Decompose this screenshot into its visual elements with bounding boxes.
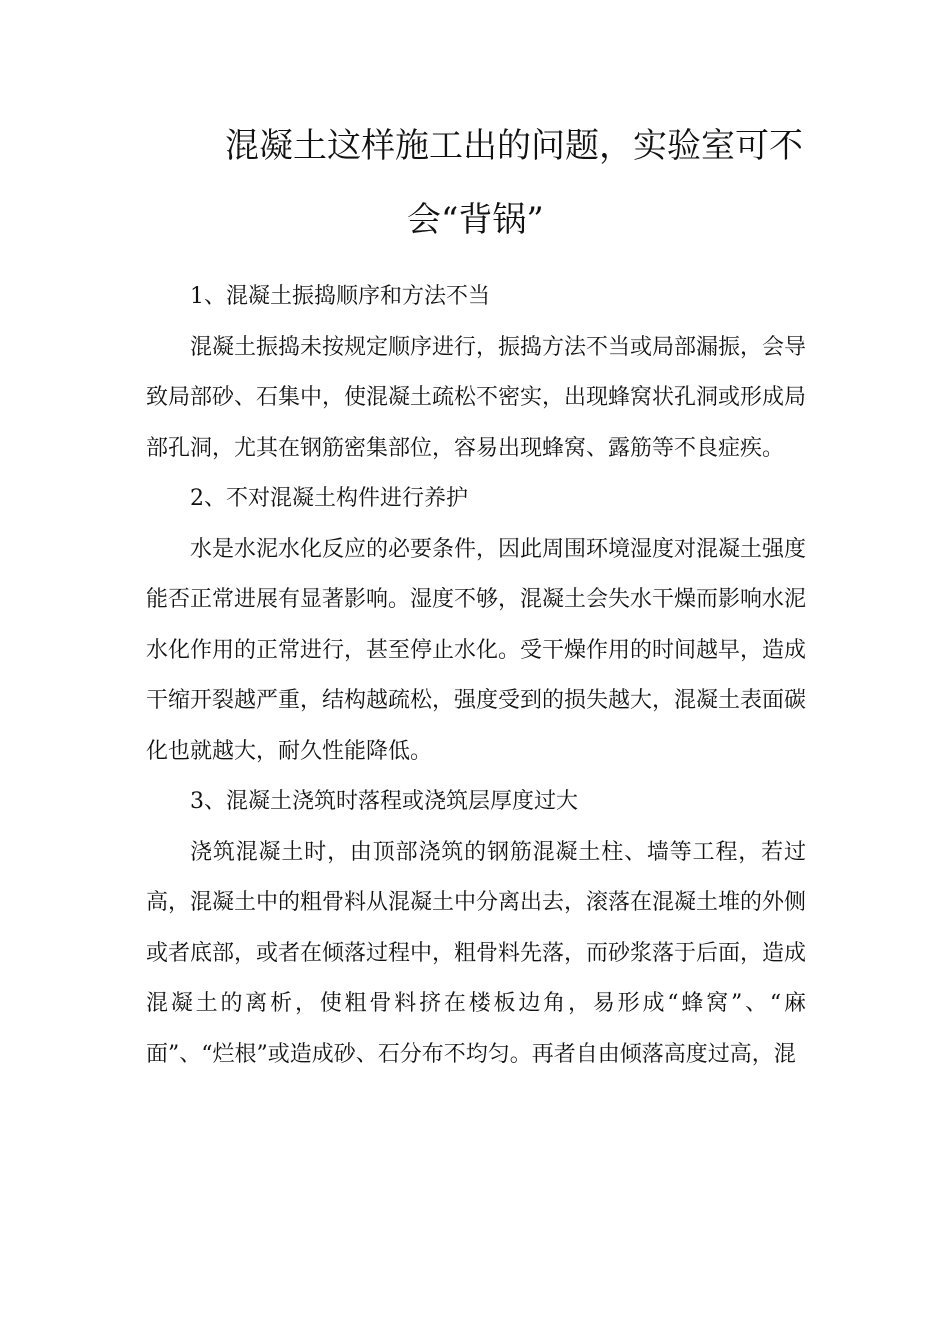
section-3-heading: 3、混凝土浇筑时落程或浇筑层厚度过大 [190,789,578,814]
section-1-paragraph: 混凝土振捣未按规定顺序进行，振捣方法不当或局部漏振，会导致局部砂、石集中，使混凝土疏松不密实，出现蜂窝状孔洞或形成局部孔洞，尤其在钢筋密集部位，容易出现蜂窝、露筋等不良症疾。 [146,334,807,461]
document-body [146,272,806,1080]
document-title-line-2: 会“背锅” [407,200,544,240]
section-3-paragraph: 浇筑混凝土时，由顶部浇筑的钢筋混凝土柱、墙等工程，若过高，混凝土中的粗骨料从混凝土中分离出去，滚落在混凝土堆的外侧或者底部，或者在倾落过程中，粗骨料先落，而砂浆落于后面，造成混凝土的离析，使粗骨料挤在楼板边角，易形成“蜂窝”、“麻面”、“烂根”或造成砂、石分布不均匀。再者自由倾落高度过高，混 [146,839,807,1067]
section-1-heading: 1、混凝土振捣顺序和方法不当 [190,284,490,309]
document-title-line-1: 混凝土这样施工出的问题，实验室可不 [225,126,803,166]
section-2-heading: 2、不对混凝土构件进行养护 [190,486,468,511]
section-2-paragraph: 水是水泥水化反应的必要条件，因此周围环境湿度对混凝土强度能否正常进展有显著影响。湿度不够，混凝土会失水干燥而影响水泥水化作用的正常进行，甚至停止水化。受干燥作用的时间越早，造成干缩开裂越严重，结构越疏松，强度受到的损失越大，混凝土表面碳化也就越大，耐久性能降低。 [146,536,807,764]
